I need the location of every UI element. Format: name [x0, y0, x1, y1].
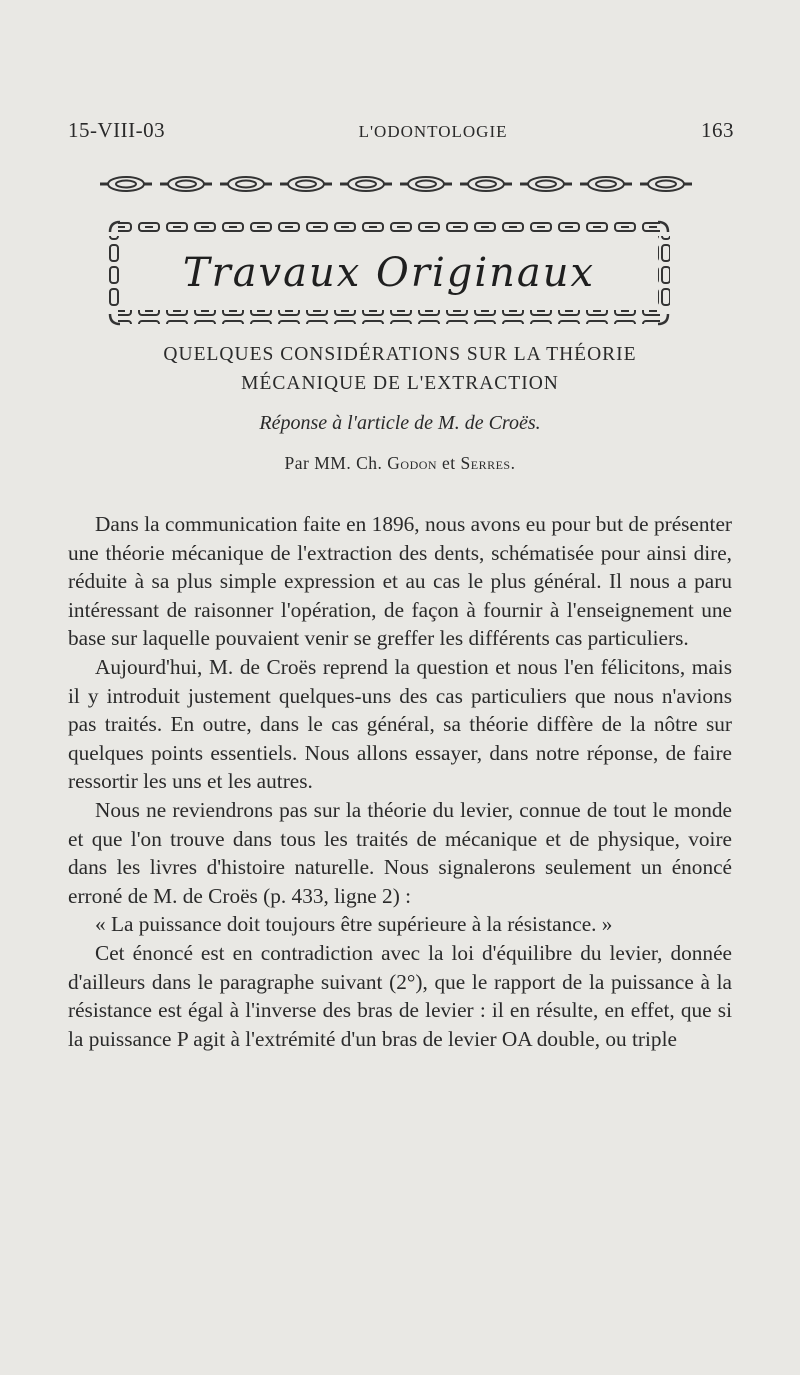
paragraph: Nous ne reviendrons pas sur la théorie du levier, connue de tout le monde et que l'on trouve dans tous les traités de mécanique et de physique, voire dans les livres d'histoire naturelle. Nous signalerons seulement un énoncé erroné de M. de Croës (p. 433, ligne 2) :: [68, 797, 732, 908]
header-page-number: 163: [700, 118, 734, 142]
section-banner: [108, 220, 670, 328]
author-godon: Godon: [387, 453, 438, 473]
article-title-line-1: QUELQUES CONSIDÉRATIONS SUR LA THÉORIE: [163, 344, 637, 365]
paragraph: Aujourd'hui, M. de Croës reprend la question et nous l'en félicitons, mais il y introduit justement quelques-uns des cas particuliers que nous n'avions pas traités. En outre, dans le cas général, sa théorie diffère de la nôtre sur quelques points essentiels. Nous allons essayer, dans notre réponse, de faire ressortir les uns et les autres.: [68, 654, 732, 794]
byline-connector: et: [437, 453, 461, 473]
ornament-chain-divider: [96, 172, 696, 196]
chain-ornament-icon: [96, 172, 696, 196]
header-journal-title: L'ODONTOLOGIE: [358, 122, 508, 141]
section-title: Travaux Originaux: [182, 250, 596, 296]
article-byline: [80, 453, 720, 474]
author-serres: Serres: [460, 453, 511, 473]
quotation-paragraph: « La puissance doit toujours être supérieure à la résistance. »: [95, 912, 613, 937]
header-date: 15-VIII-03: [68, 118, 166, 142]
article-body: [68, 510, 732, 1053]
byline-end: .: [510, 453, 516, 473]
byline-prefix: Par MM. Ch.: [284, 453, 388, 473]
paragraph: Dans la communication faite en 1896, nous avons eu pour but de présenter une théorie mécanique de l'extraction des dents, schématisée pour ainsi dire, réduite à sa plus simple expression et au cas le plus général. Il nous a paru intéressant de raisonner l'opération, de façon à fournir à l'enseignement une base sur laquelle pouvaient venir se greffer les différents cas particuliers.: [68, 512, 732, 651]
article-title: [80, 340, 720, 398]
article-title-line-2: MÉCANIQUE DE L'EXTRACTION: [241, 373, 559, 394]
article-subtitle: Réponse à l'article de M. de Croës.: [259, 412, 541, 434]
running-header: [68, 118, 734, 143]
paragraph: Cet énoncé est en contradiction avec la loi d'équilibre du levier, donnée d'ailleurs dans le paragraphe suivant (2°), que le rapport de la puissance à la résistance est égal à l'inverse des bras de levier : il en résulte, en effet, que si la puissance P agit à l'extrémité d'un bras de levier OA double, ou triple: [68, 940, 732, 1051]
